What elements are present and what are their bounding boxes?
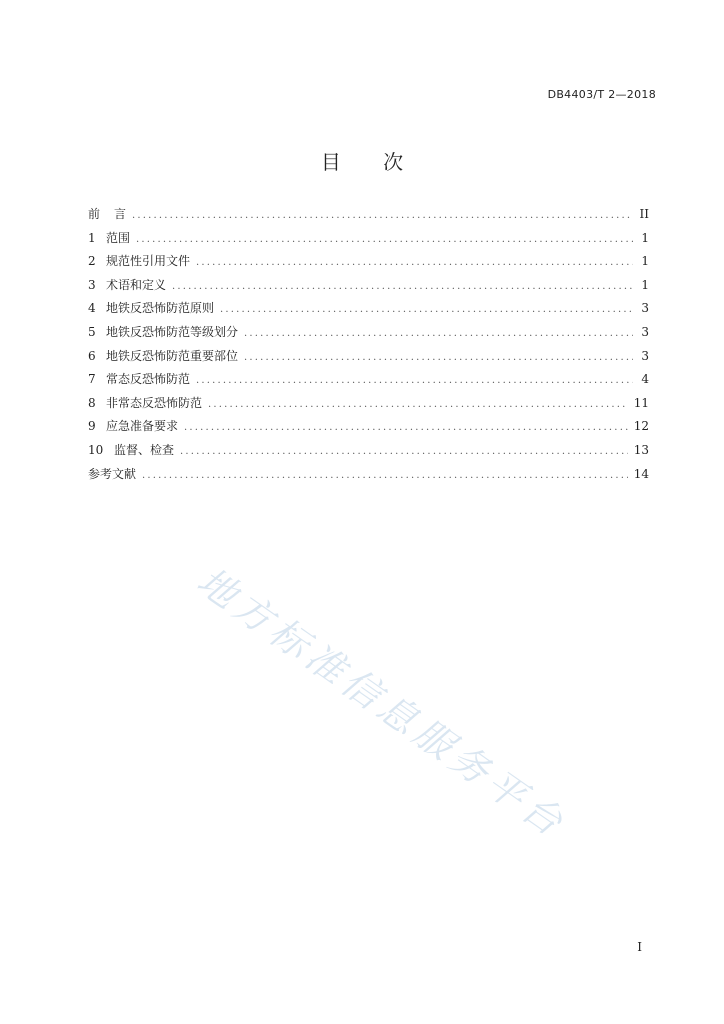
toc-entry-number: 1 [88,230,96,245]
toc-entry-page: 3 [641,301,649,316]
toc-entry-normative-references[interactable] [88,251,649,275]
toc-entry-label: 地铁反恐怖防范等级划分 [106,324,239,339]
toc-entry-number: 3 [88,277,96,292]
toc-entry-page: 12 [633,419,649,434]
toc-leader-dots [180,442,628,462]
toc-leader-dots [142,466,628,486]
toc-leader-dots [136,230,633,250]
toc-entry-page: 4 [641,372,649,387]
toc-entry-label: 应急准备要求 [106,419,179,434]
toc-entry-number: 7 [88,372,96,387]
toc-entry-label: 常态反恐怖防范 [106,372,191,387]
toc-entry-page: 11 [633,395,649,410]
toc-entry-label: 参考文献 [88,466,137,481]
toc-entry-page: 3 [641,324,649,339]
toc-entry-label: 地铁反恐怖防范原则 [106,301,215,316]
toc-entry-number: 4 [88,301,96,316]
toc-leader-dots [196,253,633,273]
toc-entry-label: 地铁反恐怖防范重要部位 [106,348,239,363]
toc-entry-number: 5 [88,324,96,339]
toc-entry-foreword[interactable] [88,204,649,228]
toc-leader-dots [172,277,633,297]
toc-entry-label: 监督、检查 [114,442,175,457]
toc-entry-label: 非常态反恐怖防范 [106,395,203,410]
toc-entry-page: 1 [641,254,649,269]
page-number: I [637,940,642,954]
toc-entry-label: 范围 [106,230,131,245]
toc-leader-dots [184,418,628,438]
toc-entry-label: 规范性引用文件 [106,254,191,269]
toc-entry-non-routine-prevention[interactable] [88,393,649,417]
toc-entry-number: 8 [88,395,96,410]
toc-entry-supervision-inspection[interactable] [88,440,649,464]
toc-entry-principles[interactable] [88,298,649,322]
toc-entry-number: 6 [88,348,96,363]
table-of-contents [88,204,649,487]
toc-entry-routine-prevention[interactable] [88,369,649,393]
toc-entry-number: 10 [88,442,104,457]
toc-entry-number: 前 [88,207,101,221]
toc-entry-page: 3 [641,348,649,363]
toc-entry-scope[interactable] [88,228,649,252]
toc-entry-page: 13 [633,442,649,457]
page-title: 目 次 [320,150,422,174]
toc-entry-key-locations[interactable] [88,346,649,370]
toc-entry-emergency-preparedness[interactable] [88,416,649,440]
watermark: 地方标准信息服务平台 [189,558,575,848]
toc-entry-number: 2 [88,254,96,269]
toc-entry-label: 术语和定义 [106,277,167,292]
standard-number: DB4403/T 2—2018 [547,88,656,101]
toc-leader-dots [196,371,633,391]
toc-leader-dots [132,206,633,226]
toc-entry-bibliography[interactable] [88,464,649,488]
toc-leader-dots [220,300,633,320]
toc-entry-terms-definitions[interactable] [88,275,649,299]
toc-entry-level-classification[interactable] [88,322,649,346]
toc-entry-page: 1 [641,230,649,245]
toc-entry-page: 1 [641,277,649,292]
toc-entry-number: 9 [88,419,96,434]
toc-entry-page: II [639,207,649,221]
toc-leader-dots [208,395,628,415]
toc-leader-dots [244,324,633,344]
toc-leader-dots [244,348,633,368]
toc-entry-page: 14 [633,466,649,481]
toc-entry-label: 言 [114,207,127,221]
